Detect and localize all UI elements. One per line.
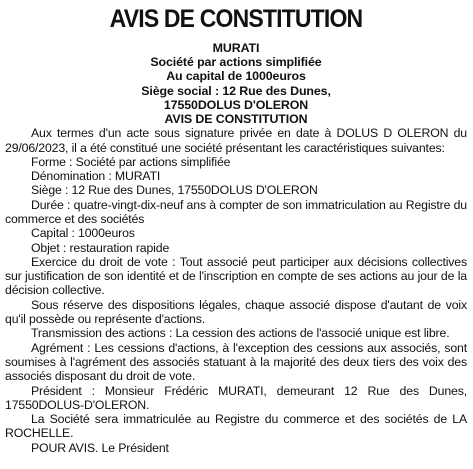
company-seat-city: 17550DOLUS D'OLERON [163, 97, 309, 112]
duration-paragraph: Durée : quatre-vingt-dix-neuf ans à compter de son immatriculation au Registre du commerce et des sociétés [5, 197, 467, 226]
company-seat: Siège social : 12 Rue des Dunes, [141, 83, 331, 98]
president-paragraph: Président : Monsieur Frédéric MURATI, demeurant 12 Rue des Dunes, 17550DOLUS-D'OLERON. [5, 383, 467, 412]
seat-paragraph: Siège : 12 Rue des Dunes, 17550DOLUS D'OLERON [31, 183, 318, 198]
denomination-paragraph: Dénomination : MURATI [31, 169, 161, 184]
company-form: Société par actions simplifiée [150, 55, 322, 70]
approval-paragraph: Agrément : Les cessions d'actions, à l'exception des cessions aux associés, sont soumises à l'agrément des associés statuant à la majorité des deux tiers des voix des associés disposant du droit de vote. [5, 340, 467, 384]
company-capital: Au capital de 1000euros [166, 69, 306, 84]
transfer-paragraph: Transmission des actions : La cession des actions de l'associé unique est libre. [31, 326, 450, 341]
registration-paragraph: La Société sera immatriculée au Registre du commerce et des sociétés de LA ROCHELLE. [5, 412, 467, 441]
signature-paragraph: POUR AVIS. Le Président [31, 440, 169, 455]
votes-paragraph: Sous réserve des dispositions légales, chaque associé dispose d'autant de voix qu'il possède ou représente d'actions. [5, 297, 467, 327]
company-name: MURATI [212, 41, 260, 55]
notice-subtitle: AVIS DE CONSTITUTION [164, 112, 308, 127]
form-paragraph: Forme : Société par actions simplifiée [31, 154, 231, 169]
object-paragraph: Objet : restauration rapide [31, 240, 170, 255]
notice-title: AVIS DE CONSTITUTION [109, 5, 363, 33]
capital-paragraph: Capital : 1000euros [31, 226, 135, 241]
voting-rights-paragraph: Exercice du droit de vote : Tout associé peut participer aux décisions collectives sur justification de son identité et de l'inscription en compte de ses actions au jour de la décision collective. [5, 254, 467, 298]
company-header [5, 41, 467, 126]
notice-body [5, 126, 467, 455]
intro-paragraph: Aux termes d'un acte sous signature privée en date à DOLUS D OLERON du 29/06/2023, il a été constitué une société présentant les caractéristiques suivantes: [5, 126, 467, 155]
